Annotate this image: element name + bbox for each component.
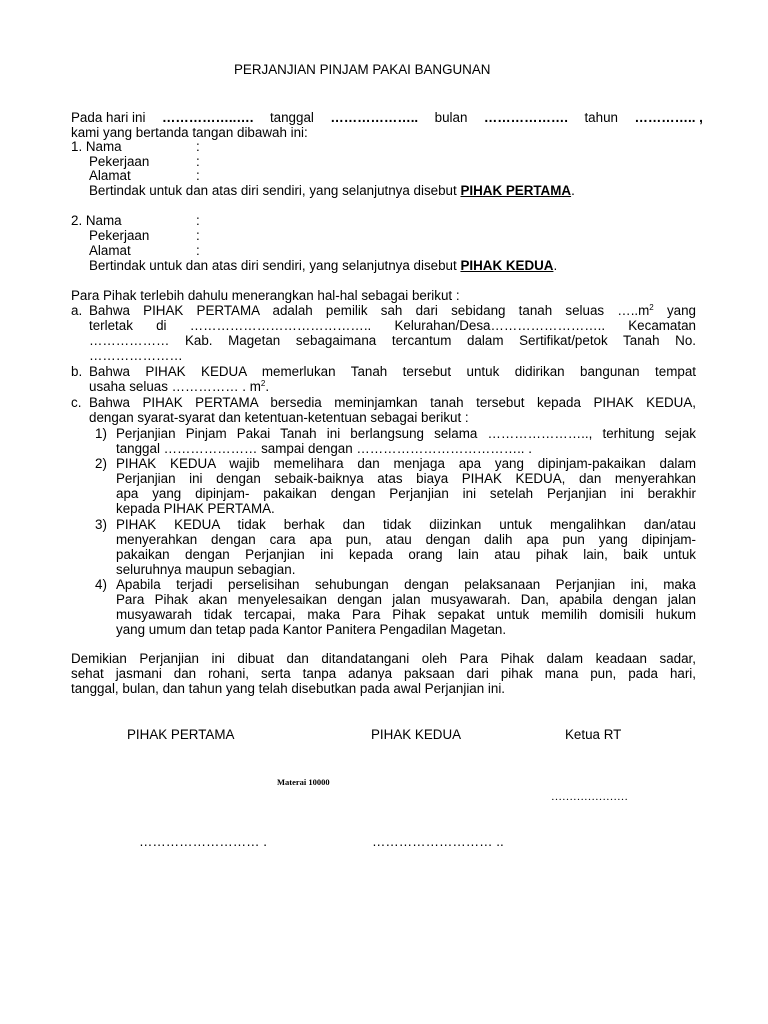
- item-a-line-1-text: Bahwa PIHAK PERTAMA adalah pemilik sah dari sebidang tanah seluas …..m: [89, 303, 650, 318]
- item-c-label: c.: [71, 395, 82, 410]
- party1-nama-colon: :: [196, 139, 200, 154]
- party2-nama-colon: :: [196, 213, 200, 228]
- closing-line-2: sehat jasmani dan rohani, serta tanpa adanya paksaan dari pihak mana pun, pada hari,: [71, 666, 696, 681]
- clause-2-line-2: Perjanjian ini dengan sebaik-baiknya atas biaya PIHAK KEDUA, dan menyerahkan: [116, 471, 696, 486]
- intro-pada-hari-label: Pada hari ini: [71, 110, 146, 125]
- party2-designation: PIHAK KEDUA: [460, 258, 554, 273]
- item-a-line-3: ……………… Kab. Magetan sebagaimana tercantum dalam Sertifikat/petok Tanah No.: [89, 333, 696, 348]
- clause-1-line-2: tanggal ………………… sampai dengan ……………………………….. .: [116, 441, 532, 456]
- item-a-sup: 2: [649, 303, 654, 312]
- clause-4-line-4: yang umum dan tetap pada Kantor Panitera Pengadilan Magetan.: [116, 622, 507, 637]
- signature-pihak-pertama-line: ……………………… .: [139, 834, 267, 849]
- clause-3-line-2: menyerahkan dengan cara apa pun, atau dengan dalih apa pun yang dipinjam-: [116, 532, 696, 547]
- party1-designation: PIHAK PERTAMA: [460, 183, 572, 198]
- party1-acting-end: .: [571, 183, 575, 198]
- item-a-line-1: [89, 303, 696, 318]
- party1-pekerjaan-colon: :: [196, 154, 200, 169]
- party2-nama-label: 2. Nama: [71, 213, 122, 228]
- party2-alamat-label: Alamat: [89, 243, 131, 258]
- intro-bulan-label: bulan: [434, 110, 468, 125]
- intro-bulan-blank: ……………….: [483, 110, 568, 125]
- clause-3-line-1: PIHAK KEDUA tidak berhak dan tidak diizinkan untuk mengalihkan dan/atau: [116, 517, 696, 532]
- signature-ketua-rt-label: Ketua RT: [565, 727, 622, 742]
- intro-tanggal-blank: ………………..: [330, 110, 419, 125]
- item-a-line-4: …………………: [89, 348, 183, 363]
- item-a-label: a.: [71, 303, 83, 318]
- party1-alamat-colon: :: [196, 168, 200, 183]
- clause-4-line-2: Para Pihak akan menyelesaikan dengan jalan musyawarah. Dan, apabila dengan jalan: [116, 592, 696, 607]
- party2-acting-end: .: [553, 258, 558, 273]
- closing-line-1: Demikian Perjanjian ini dibuat dan ditandatangani oleh Para Pihak dalam keadaan sadar,: [71, 651, 696, 666]
- party2-pekerjaan-label: Pekerjaan: [89, 228, 150, 243]
- party2-pekerjaan-colon: :: [196, 228, 200, 243]
- party1-acting-text: Bertindak untuk dan atas diri sendiri, yang selanjutnya disebut: [89, 183, 461, 198]
- item-b-line-2-text: usaha seluas …………… . m: [89, 379, 261, 394]
- clause-1-number: 1): [95, 426, 107, 441]
- item-b-line-2: [89, 379, 269, 394]
- signature-ketua-rt-line: …………………: [551, 791, 628, 803]
- intro-tahun-blank: ………….. ,: [634, 110, 703, 125]
- document-title: PERJANJIAN PINJAM PAKAI BANGUNAN: [234, 62, 491, 77]
- clause-4-line-1: Apabila terjadi perselisihan sehubungan dengan pelaksanaan Perjanjian ini, maka: [116, 577, 696, 592]
- party1-nama-label: 1. Nama: [71, 139, 122, 154]
- item-b-label: b.: [71, 364, 83, 379]
- party1-acting-line: [89, 183, 575, 198]
- clause-3-number: 3): [95, 517, 107, 532]
- clause-2-line-3: apa yang dipinjam- pakaikan dengan Perjanjian ini setelah Perjanjian ini berakhir: [116, 486, 696, 501]
- intro-tahun-label: tahun: [584, 110, 618, 125]
- clause-4-line-3: musyawarah tidak tercapai, maka Para Pihak sepakat untuk memilih domisili hukum: [116, 607, 696, 622]
- item-a-line-2: terletak di ………………………………….. Kelurahan/Desa…………………….. Kecamatan: [89, 318, 696, 333]
- party2-alamat-colon: :: [196, 243, 200, 258]
- item-a-line-1-end: yang: [653, 303, 696, 318]
- item-c-line-2: dengan syarat-syarat dan ketentuan-ketentuan sebagai berikut :: [89, 410, 469, 425]
- party2-acting-text: Bertindak untuk dan atas diri sendiri, yang selanjutnya disebut: [89, 258, 461, 273]
- clause-4-number: 4): [95, 577, 107, 592]
- recital-intro: Para Pihak terlebih dahulu menerangkan hal-hal sebagai berikut :: [71, 288, 460, 303]
- clause-2-line-1: PIHAK KEDUA wajib memelihara dan menjaga apa yang dipinjam-pakaikan dalam: [116, 456, 696, 471]
- party1-alamat-label: Alamat: [89, 168, 131, 183]
- signature-pihak-kedua-line: ……………………… ..: [372, 834, 504, 849]
- item-b-line-2-end: .: [265, 379, 270, 394]
- party2-acting-line: [89, 258, 557, 273]
- signature-pihak-kedua-label: PIHAK KEDUA: [371, 727, 462, 742]
- item-c-line-1: Bahwa PIHAK PERTAMA bersedia meminjamkan tanah tersebut kepada PIHAK KEDUA,: [89, 395, 696, 410]
- intro-pada-hari-blank: ……………..….: [161, 110, 254, 125]
- clause-3-line-4: seluruhnya maupun sebagian.: [116, 562, 296, 577]
- item-b-sup: 2: [260, 379, 266, 388]
- clause-1-line-1: Perjanjian Pinjam Pakai Tanah ini berlangsung selama ………………….., terhitung sejak: [116, 426, 696, 441]
- signature-pihak-pertama-label: PIHAK PERTAMA: [127, 727, 235, 742]
- item-b-line-1: Bahwa PIHAK KEDUA memerlukan Tanah tersebut untuk didirikan bangunan tempat: [89, 364, 696, 379]
- party1-pekerjaan-label: Pekerjaan: [89, 154, 150, 169]
- intro-line-2: kami yang bertanda tangan dibawah ini:: [71, 125, 308, 140]
- clause-2-number: 2): [95, 456, 107, 471]
- materai-stamp-label: Materai 10000: [277, 777, 330, 787]
- intro-date-line: [71, 110, 703, 125]
- clause-3-line-3: pakaikan dengan Perjanjian ini kepada orang lain atau pihak lain, baik untuk: [116, 547, 696, 562]
- clause-2-line-4: kepada PIHAK PERTAMA.: [116, 501, 275, 516]
- intro-tanggal-label: tanggal: [269, 110, 314, 125]
- closing-line-3: tanggal, bulan, dan tahun yang telah disebutkan pada awal Perjanjian ini.: [71, 681, 506, 696]
